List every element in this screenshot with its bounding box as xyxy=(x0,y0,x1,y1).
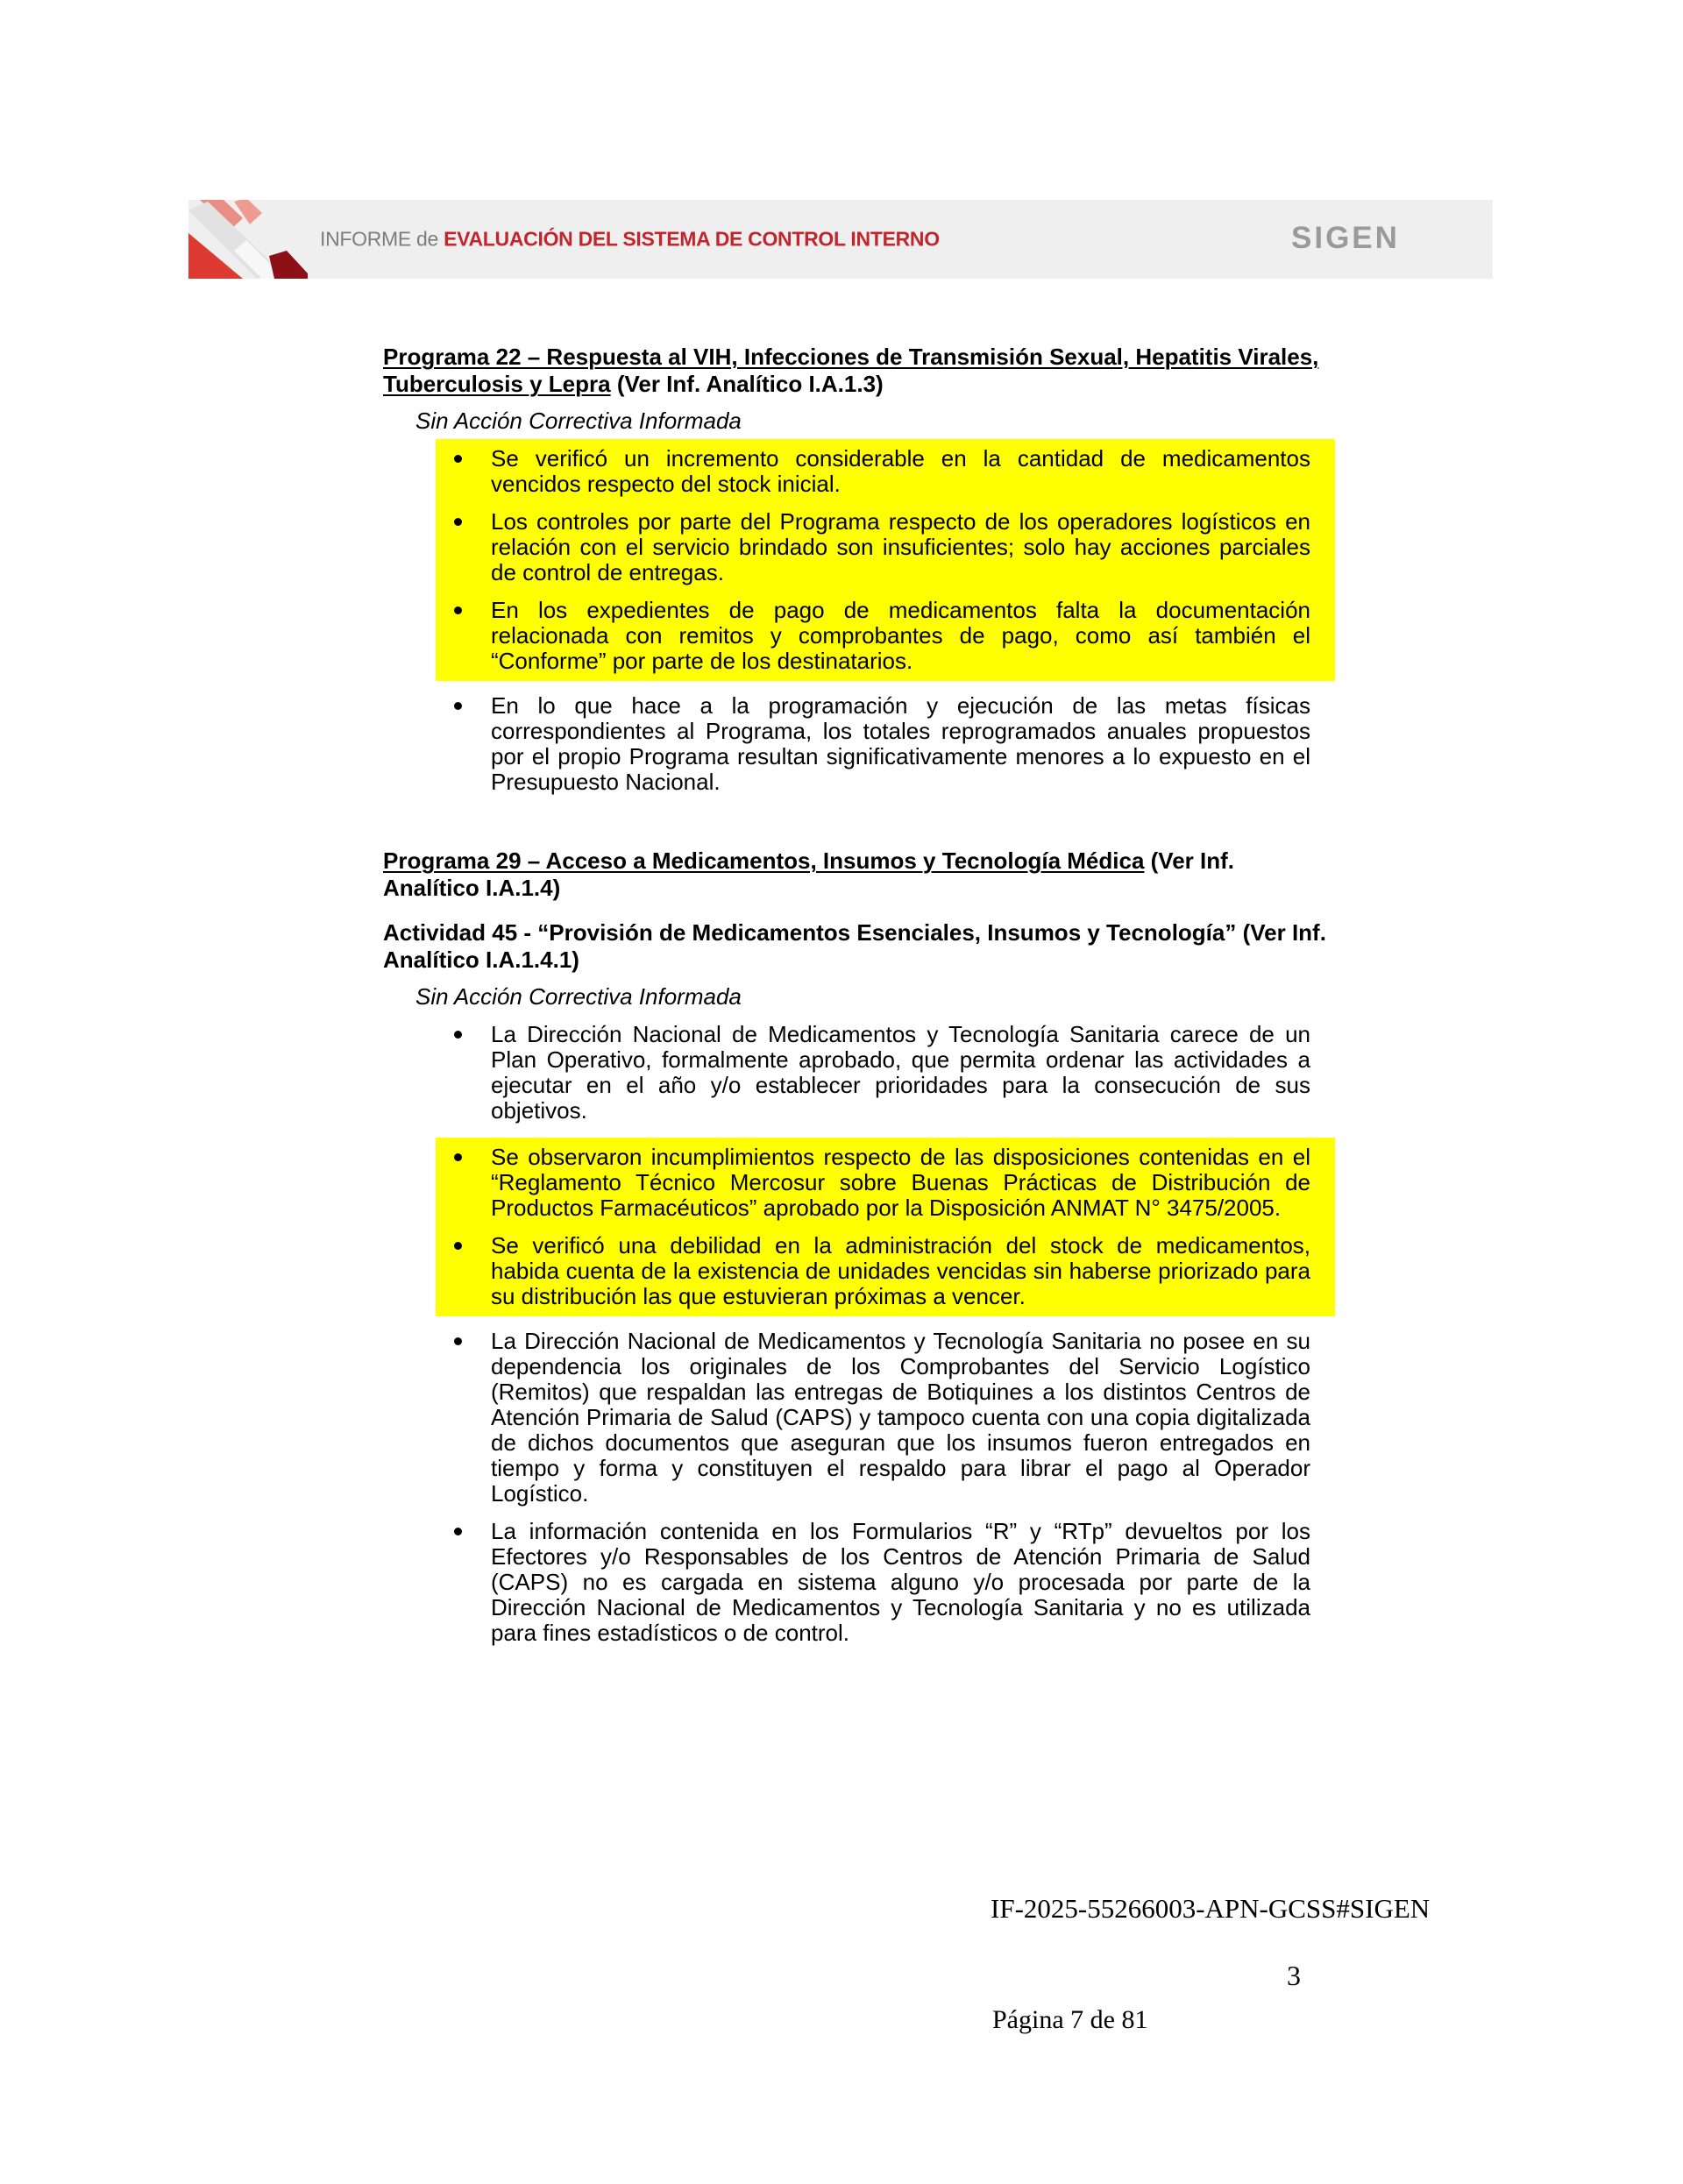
bullet-icon xyxy=(454,455,462,463)
list-item-text: La información contenida en los Formularios “R” y “RTp” devueltos por los Efectores y/o Responsables de los Centros de Atención Primaria de Salud (CAPS) no es cargada en sistema alguno y/o procesada por parte de la Dirección Nacional de Medicamentos y Tecnología Sanitaria y no es utilizada para fines estadísticos o de control. xyxy=(491,1518,1310,1646)
highlighted-bullet-group xyxy=(436,439,1335,681)
heading-reference: (Ver Inf. Analítico I.A.1.4) xyxy=(383,847,1234,901)
list-item xyxy=(436,509,1335,585)
section-heading-programa-29 xyxy=(383,847,1335,902)
heading-reference: (Ver Inf. Analítico I.A.1.3) xyxy=(610,371,884,397)
bullet-icon xyxy=(454,1528,462,1535)
sigen-wordmark: SIGEN xyxy=(1291,221,1400,255)
report-band-title-main: EVALUACIÓN DEL SISTEMA DE CONTROL INTERNO xyxy=(444,227,940,251)
heading-underlined-text: Programa 29 – Acceso a Medicamentos, Insumos y Tecnología Médica xyxy=(383,847,1145,874)
bullet-icon xyxy=(454,1337,462,1345)
list-item xyxy=(436,446,1335,497)
report-band-title xyxy=(320,228,940,252)
bullet-list-programa-22 xyxy=(436,439,1335,802)
list-item xyxy=(436,1329,1335,1507)
note-sin-accion-correctiva: Sin Acción Correctiva Informada xyxy=(415,408,742,434)
bullet-icon xyxy=(454,1153,462,1161)
list-item xyxy=(436,598,1335,674)
list-item xyxy=(436,1233,1335,1309)
bullet-icon xyxy=(454,518,462,526)
plain-bullet-group xyxy=(436,1015,1335,1131)
list-item-text: En lo que hace a la programación y ejecución de las metas físicas correspondientes al Programa, los totales reprogramados anuales propuestos por el propio Programa resultan significativamente menores a lo expuesto en el Presupuesto Nacional. xyxy=(491,692,1310,795)
list-item-text: La Dirección Nacional de Medicamentos y Tecnología Sanitaria carece de un Plan Operativo, formalmente aprobado, que permita ordenar las actividades a ejecutar en el año y/o establecer prioridades para la consecución de sus objetivos. xyxy=(491,1021,1310,1124)
list-item xyxy=(436,693,1335,795)
section-programa-29 xyxy=(383,847,1335,1653)
list-item-text: Se observaron incumplimientos respecto de las disposiciones contenidas en el “Reglamento Técnico Mercosur sobre Buenas Prácticas de Distribución de Productos Farmacéuticos” aprobado por la Disposición ANMAT N° 3475/2005. xyxy=(491,1144,1310,1221)
note-sin-accion-correctiva: Sin Acción Correctiva Informada xyxy=(415,983,742,1010)
bullet-icon xyxy=(454,1031,462,1039)
bullet-icon xyxy=(454,1242,462,1250)
list-item-text: Se verificó un incremento considerable en la cantidad de medicamentos vencidos respecto del stock inicial. xyxy=(491,445,1310,497)
footer-page-number: 3 xyxy=(1287,1960,1301,1991)
list-item-text: Se verificó una debilidad en la administración del stock de medicamentos, habida cuenta de la existencia de unidades vencidas sin haberse priorizado para su distribución las que estuvieran próximas a vencer. xyxy=(491,1232,1310,1309)
footer-document-id: IF-2025-55266003-APN-GCSS#SIGEN xyxy=(991,1893,1431,1924)
list-item-text: Los controles por parte del Programa respecto de los operadores logísticos en relación con el servicio brindado son insuficientes; solo hay acciones parciales de control de entregas. xyxy=(491,508,1310,585)
bullet-icon xyxy=(454,702,462,710)
list-item-text: La Dirección Nacional de Medicamentos y Tecnología Sanitaria no posee en su dependencia los originales de los Comprobantes del Servicio Logístico (Remitos) que respaldan las entregas de Botiquines a los distintos Centros de Atención Primaria de Salud (CAPS) y tampoco cuenta con una copia digitalizada de dichos documentos que aseguran que los insumos fueron entregados en tiempo y forma y constituyen el respaldo para librar el pago al Operador Logístico. xyxy=(491,1328,1310,1507)
list-item xyxy=(436,1145,1335,1221)
list-item xyxy=(436,1519,1335,1646)
highlighted-bullet-group xyxy=(436,1138,1335,1316)
document-content xyxy=(383,344,1335,1653)
header-band xyxy=(188,200,1493,279)
report-band-title-prefix: INFORME de xyxy=(320,227,439,251)
list-item xyxy=(436,1022,1335,1124)
list-item-text: En los expedientes de pago de medicamentos falta la documentación relacionada con remitos y comprobantes de pago, como así también el “Conforme” por parte de los destinatarios. xyxy=(491,597,1310,674)
activity-heading: Actividad 45 - “Provisión de Medicamentos Esenciales, Insumos y Tecnología” (Ver Inf. Analítico I.A.1.4.1) xyxy=(383,919,1326,973)
plain-bullet-group xyxy=(436,686,1335,802)
footer-page-label: Página 7 de 81 xyxy=(992,2005,1148,2034)
section-heading-programa-22 xyxy=(383,344,1335,398)
bullet-list-programa-29 xyxy=(436,1015,1335,1653)
bullet-icon xyxy=(454,606,462,614)
heading-underlined-text: Programa 22 – Respuesta al VIH, Infecciones de Transmisión Sexual, Hepatitis Virales, Tuberculosis y Lepra xyxy=(383,344,1319,397)
plain-bullet-group xyxy=(436,1322,1335,1653)
